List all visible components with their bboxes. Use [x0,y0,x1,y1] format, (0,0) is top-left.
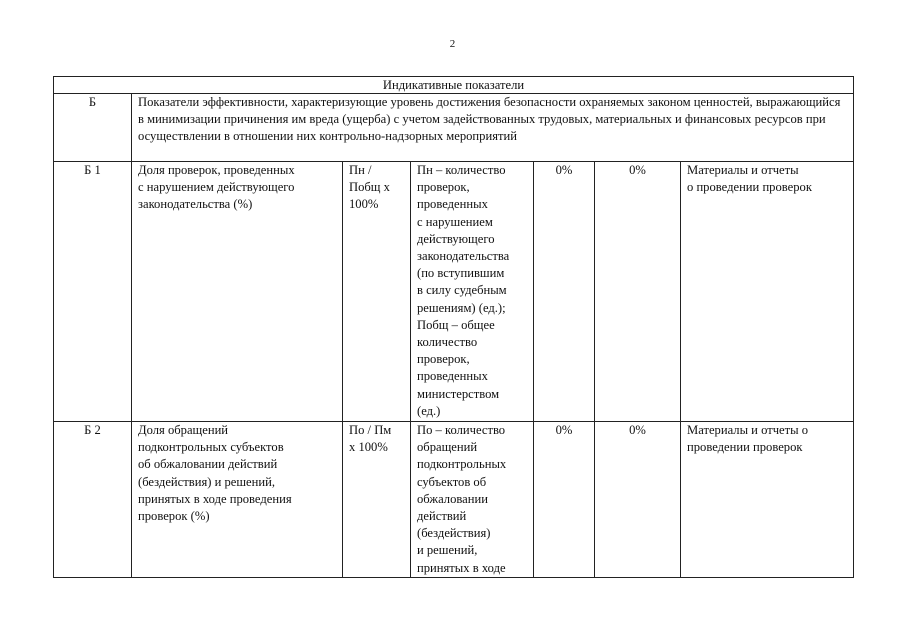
indicator-definition-text: Пн – количество проверок, проведенных с нарушением действующего законодательства (по вступившим в силу судебным решениям) (ед.); Побщ – общее количество проверок, проведенных министерством (ед.) [417,163,510,418]
indicators-table [53,76,854,578]
table-row [54,422,854,578]
indicator-formula-text: Пн / Побщ х 100% [349,163,390,212]
indicator-source [681,162,854,422]
indicator-name [132,162,343,422]
indicator-code: Б 1 [54,162,132,422]
group-row [54,94,854,162]
indicator-source [681,422,854,578]
table-row [54,162,854,422]
indicator-name [132,422,343,578]
indicator-source-text: Материалы и отчеты о проведении проверок [687,423,809,455]
indicator-definition-text: По – количество обращений подконтрольных субъектов об обжаловании действий (бездействия) и решений, принятых в ходе [417,423,507,575]
indicator-definition [411,422,534,578]
indicator-target-1: 0% [534,422,595,578]
indicator-formula [343,162,411,422]
indicator-formula [343,422,411,578]
indicator-target-1: 0% [534,162,595,422]
indicator-target-2: 0% [595,162,681,422]
indicator-source-text: Материалы и отчеты о проведении проверок [687,163,812,195]
table-heading-row [54,77,854,94]
group-description: Показатели эффективности, характеризующие уровень достижения безопасности охраняемых законом ценностей, выражающийся в минимизации причинения им вреда (ущерба) с учетом задействованных трудовых, материальных и финансовых ресурсов при осуществлении в отношении них контрольно-надзорных мероприятий [132,94,854,162]
indicator-name-text: Доля обращений подконтрольных субъектов об обжаловании действий (бездействия) и решений, принятых в ходе проведения проверок (%) [138,423,292,524]
page-number: 2 [449,38,456,50]
indicator-code: Б 2 [54,422,132,578]
group-code: Б [54,94,132,162]
table-heading: Индикативные показатели [54,77,854,94]
indicator-definition [411,162,534,422]
indicator-formula-text: По / Пм х 100% [349,423,392,455]
indicator-name-text: Доля проверок, проведенных с нарушением действующего законодательства (%) [138,163,295,212]
indicator-target-2: 0% [595,422,681,578]
